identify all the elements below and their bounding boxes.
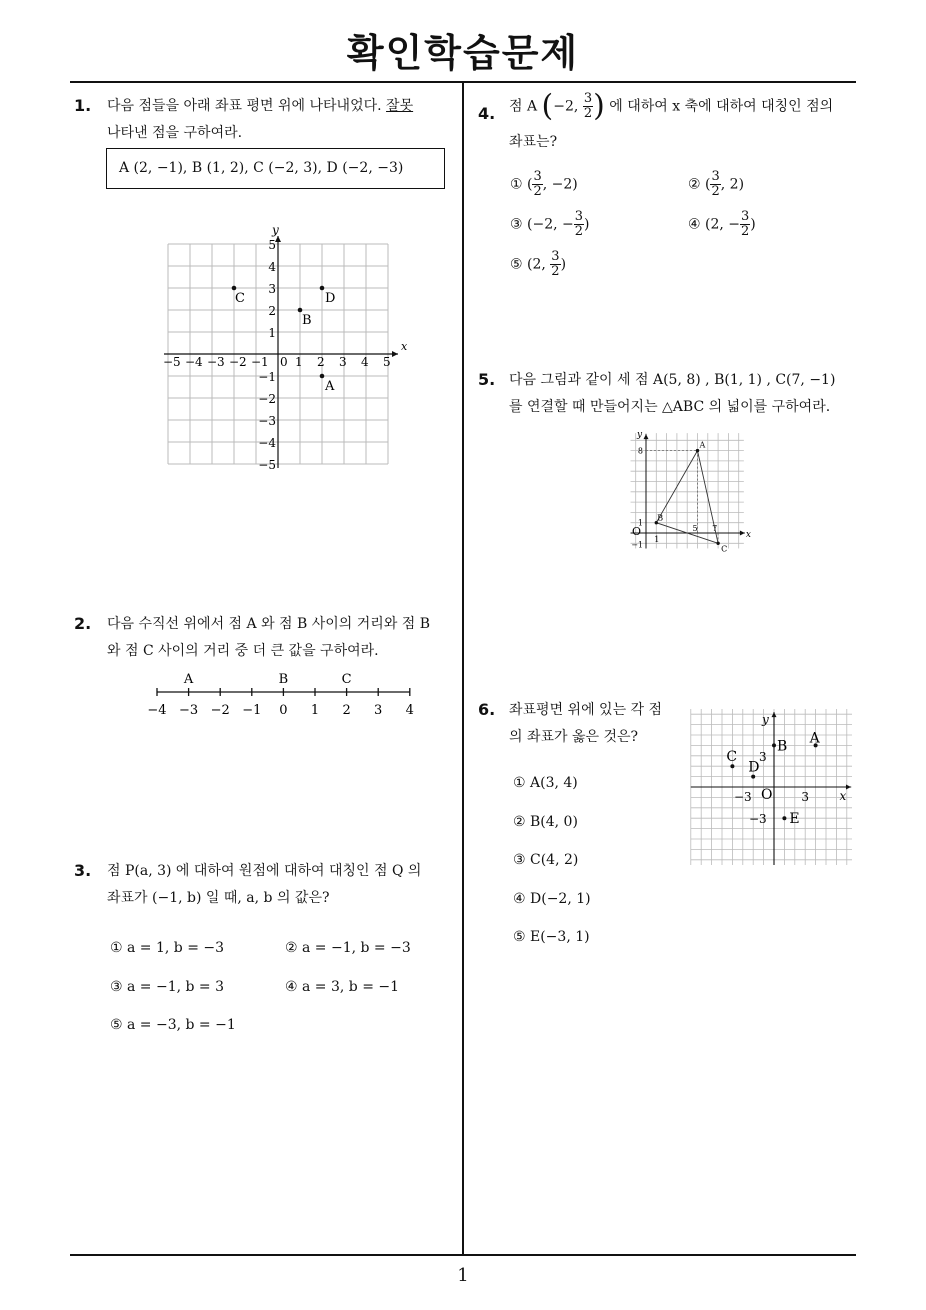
tick-label: 8 [637,446,643,456]
y-axis-label: y [272,223,279,237]
point-D [320,286,325,291]
x-tick-label: 0 [280,355,288,369]
question-number: 4. [478,104,496,123]
coordinate-graph-q6 [692,702,858,870]
x-tick-label: −3 [207,355,225,369]
tick-label: −4 [147,703,167,718]
question-text: 다음 점들을 아래 좌표 평면 위에 나타내었다. 잘못 나타낸 점을 구하여라. [107,98,414,141]
y-axis-label: y [762,712,769,727]
point-label-B: B [302,313,312,328]
option-3[interactable]: ③ (−2, − $\frac{3}{2}$ ) [510,209,590,239]
point-label-C: C [721,544,728,554]
tick-label: −1 [242,703,262,718]
option-2[interactable]: ② ( $\frac{3}{2}$ , 2) [688,169,745,199]
page-number: 1 [457,1265,469,1286]
tick-label: 1 [310,703,320,718]
tick-label: 0 [279,703,288,718]
question-text: 다음 수직선 위에서 점 A 와 점 B 사이의 거리와 점 B 와 점 C 사이의 거리 중 더 큰 값을 구하여라. [107,616,431,659]
point-A [320,374,325,379]
tick-label: −1 [631,540,643,550]
y-tick-label: −3 [258,414,276,428]
point-label-C: C [726,749,738,766]
tick-label: 4 [405,703,414,718]
question-number: 2. [74,614,92,633]
x-tick-label: 4 [361,355,369,369]
x-tick-label: −2 [229,355,247,369]
y-tick-label: 3 [268,282,276,296]
tick-label: 1 [654,535,660,544]
point-label-A: A [183,672,194,687]
option-4[interactable]: ④ D(−2, 1) [513,891,591,907]
tick-label: 5 [692,524,698,533]
y-tick-label: 1 [268,326,276,340]
point-C [716,542,719,545]
tick-label: 2 [342,703,351,718]
points-box: A (2, −1), B (1, 2), C (−2, 3), D (−2, −3) [106,148,445,189]
x-tick-label: 3 [339,355,347,369]
option-2[interactable]: ② B(4, 0) [513,814,578,830]
y-arrow [772,712,777,717]
x-axis-label: x [745,530,751,540]
option-3[interactable]: ③ a = −1, b = 3 [110,979,225,995]
tick-label: 3 [801,790,810,804]
option-4[interactable]: ④ a = 3, b = −1 [285,979,400,995]
y-tick-label: −4 [258,436,276,450]
point-C [232,286,237,291]
tick-label: −2 [210,703,230,718]
triangle-graph-q5 [622,428,751,558]
origin-label: O [761,787,773,803]
tick-label: 3 [374,703,383,718]
point-E [782,816,786,820]
question-text: 점 A (−2, $\frac{3}{2}$ ) 에 대하여 x 축에 대하여 대칭인 점의 [509,88,834,124]
y-tick-label: 2 [268,304,276,318]
x-arrow [846,785,851,790]
point-label-A: A [325,379,335,394]
fraction: $\frac{3}{2}$ [583,91,593,121]
option-5[interactable]: ⑤ E(−3, 1) [513,929,590,945]
point-label-C: C [235,291,245,306]
question-number: 3. [74,861,92,880]
y-tick-label: −2 [258,392,276,406]
question-number: 6. [478,700,496,719]
point-B [772,743,776,747]
question-text: 좌표평면 위에 있는 각 점 의 좌표가 옳은 것은? [509,702,663,745]
y-tick-label: −5 [258,458,276,472]
tick-label: 3 [759,749,767,764]
tick-label: −3 [733,790,752,804]
question-4: 4. 점 A (−2, $\frac{3}{2}$ ) 에 대하여 x 축에 대하여 대칭인 점의 좌표는? [478,92,863,162]
y-tick-label: 5 [268,238,276,252]
point-label-A: A [809,730,820,747]
origin-label: O [632,525,642,538]
x-tick-label: 5 [383,355,391,369]
bottom-rule [70,1254,856,1256]
x-tick-label: 2 [317,355,325,369]
x-tick-label: −1 [251,355,269,369]
column-divider [462,82,464,1254]
option-4[interactable]: ④ (2, − $\frac{3}{2}$ ) [688,209,756,239]
tick-label: 7 [712,524,718,533]
point-B [298,308,303,313]
option-5[interactable]: ⑤ a = −3, b = −1 [110,1017,236,1033]
point-label-D: D [325,291,336,306]
x-tick-label: −5 [163,355,181,369]
question-text: 점 P(a, 3) 에 대하여 원점에 대하여 대칭인 점 Q 의 좌표가 (−1, b) 일 때, a, b 의 값은? [107,863,422,906]
option-5[interactable]: ⑤ (2, $\frac{3}{2}$ ) [510,249,567,279]
x-tick-label: 1 [295,355,303,369]
point-label-C: C [341,672,352,687]
coordinate-graph-q1 [155,212,408,472]
tick-label: 1 [637,518,643,528]
point-label-E: E [789,811,800,828]
y-tick-label: −1 [258,370,276,384]
x-arrow [392,351,398,357]
y-tick-label: 4 [268,260,276,274]
x-tick-label: −4 [185,355,203,369]
point-label-B: B [278,672,289,687]
x-axis-label: x [839,789,847,803]
point-label-D: D [748,759,760,776]
x-arrow [740,531,745,536]
page-title: 확인학습문제 [346,31,580,75]
number-line-q2 [140,668,430,724]
question-number: 5. [478,370,496,389]
point-label-B: B [777,738,788,755]
option-3[interactable]: ③ C(4, 2) [513,852,579,868]
tick-label: −3 [179,703,199,718]
point-label-B: B [657,513,664,523]
y-arrow [644,434,649,439]
graph-axes [164,236,398,468]
option-1[interactable]: ① a = 1, b = −3 [110,940,225,956]
tick-label: −3 [749,812,767,827]
question-number: 1. [74,96,92,115]
point-label-A: A [699,440,706,450]
option-2[interactable]: ② a = −1, b = −3 [285,940,411,956]
question-text: 다음 그림과 같이 세 점 A(5, 8) , B(1, 1) , C(7, −1) 를 연결할 때 만들어지는 △ABC 의 넓이를 구하여라. [509,372,836,415]
option-1[interactable]: ① ( $\frac{3}{2}$ , −2) [510,169,578,199]
y-axis-label: y [637,430,643,441]
option-1[interactable]: ① A(3, 4) [513,775,578,791]
x-axis-label: x [401,340,408,353]
